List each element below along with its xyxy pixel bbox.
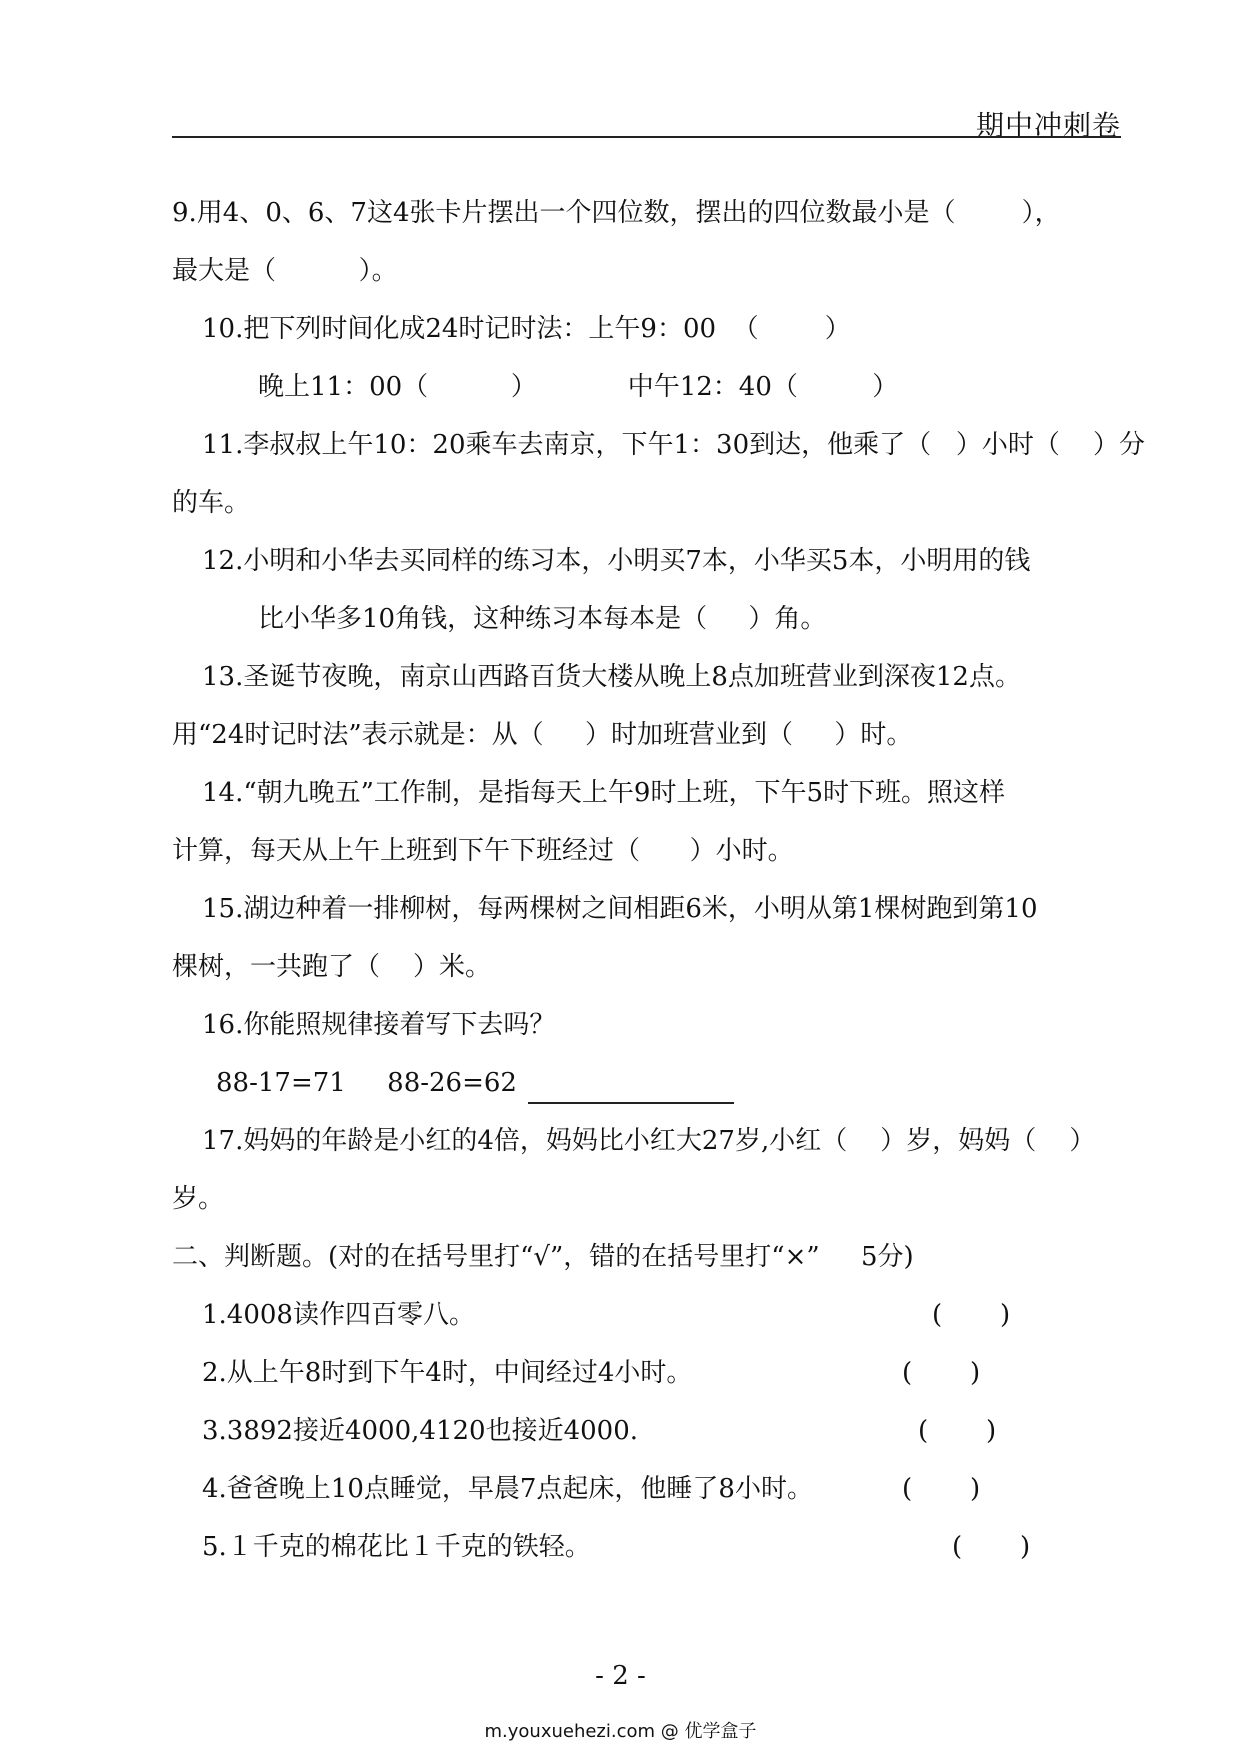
judge-item-text: 4.爸爸晚上10点睡觉，早晨7点起床，他睡了8小时。	[202, 1474, 813, 1504]
header-rule	[172, 136, 1121, 138]
question-line: 最大是（ ）。	[172, 256, 398, 286]
question-line: 的车。	[172, 488, 251, 518]
question-line: 比小华多10角钱，这种练习本每本是（ ）角。	[258, 604, 827, 634]
question-line: 10.把下列时间化成24时记时法：上午9：00 （ ）	[202, 314, 851, 344]
judge-item-text: 3.3892接近4000,4120也接近4000.	[202, 1416, 639, 1446]
judge-item-paren: ( )	[932, 1300, 1011, 1330]
question-line: 14.“朝九晚五”工作制，是指每天上午9时上班，下午5时下班。照这样	[202, 778, 1006, 808]
footer-credit: m.youxuehezi.com @ 优学盒子	[484, 1721, 757, 1742]
question-line: 9.用4、0、6、7这4张卡片摆出一个四位数，摆出的四位数最小是（ ），	[172, 198, 1061, 228]
question-line: 17.妈妈的年龄是小红的4倍，妈妈比小红大27岁,小红（ ）岁，妈妈（ ）	[202, 1126, 1096, 1156]
question-line: 棵树，一共跑了（ ）米。	[172, 952, 492, 982]
judge-item-paren: ( )	[902, 1474, 981, 1504]
header-title: 期中冲刺卷	[975, 109, 1121, 142]
judge-item-paren: ( )	[902, 1358, 981, 1388]
judge-item-text: 2.从上午8时到下午4时，中间经过4小时。	[202, 1358, 693, 1388]
question-line: 88-17=71 88-26=62	[216, 1068, 517, 1098]
question-line: 岁。	[172, 1184, 225, 1214]
question-line: 13.圣诞节夜晚，南京山西路百货大楼从晚上8点加班营业到深夜12点。	[202, 662, 1021, 692]
section-heading: 二、判断题。(对的在括号里打“√”，错的在括号里打“×” 5分)	[172, 1242, 914, 1272]
judge-item-paren: ( )	[952, 1532, 1031, 1562]
answer-blank-line	[528, 1102, 734, 1104]
judge-item-text: 5.１千克的棉花比１千克的铁轻。	[202, 1532, 591, 1562]
question-line: 16.你能照规律接着写下去吗？	[202, 1010, 556, 1040]
question-line: 15.湖边种着一排柳树，每两棵树之间相距6米，小明从第1棵树跑到第10	[202, 894, 1038, 924]
question-line: 晚上11：00（ ） 中午12：40（ ）	[258, 372, 899, 402]
page-number: - 2 -	[595, 1661, 646, 1691]
question-line: 11.李叔叔上午10：20乘车去南京，下午1：30到达，他乘了（ ）小时（ ）分	[202, 430, 1145, 460]
judge-item-text: 1.4008读作四百零八。	[202, 1300, 475, 1330]
judge-item-paren: ( )	[918, 1416, 997, 1446]
question-line: 计算，每天从上午上班到下午下班经过（ ）小时。	[172, 836, 794, 866]
question-line: 12.小明和小华去买同样的练习本，小明买7本，小华买5本，小明用的钱	[202, 546, 1031, 576]
question-line: 用“24时记时法”表示就是：从（ ）时加班营业到（ ）时。	[172, 720, 913, 750]
